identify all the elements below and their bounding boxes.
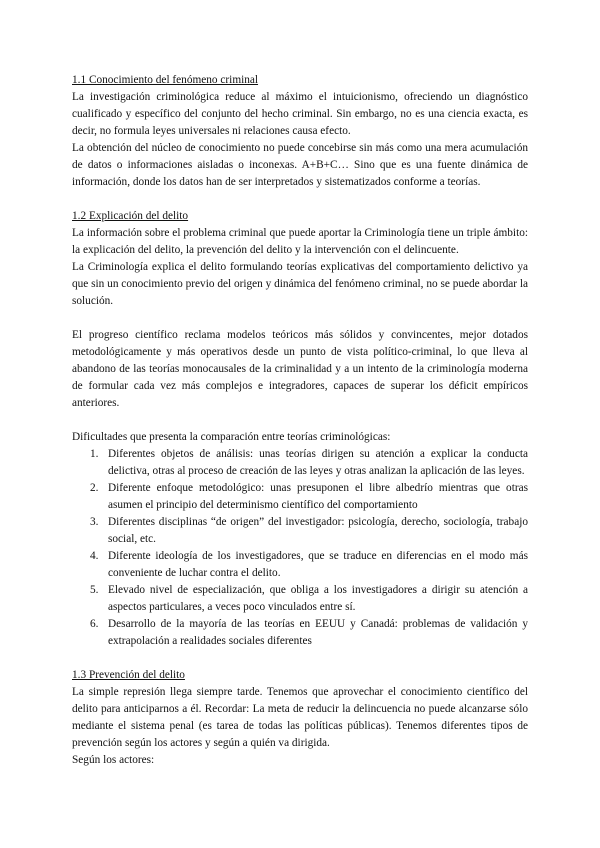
- document-page: [72, 72, 528, 769]
- list-item: [72, 446, 528, 480]
- list-item-number: 4.: [90, 550, 99, 562]
- list-item-text: Elevado nivel de especialización, que obliga a los investigadores a dirigir su atención a aspectos particulares, a veces poco vinculados entre sí.: [108, 584, 528, 613]
- list-item: [72, 548, 528, 582]
- paragraph: La investigación criminológica reduce al máximo el intuicionismo, ofreciendo un diagnóstico cualificado y específico del conjunto del hecho criminal. Sin embargo, no es una ciencia exacta, es decir, no formula leyes universales ni relaciones causa efecto.: [72, 91, 528, 137]
- paragraph: La obtención del núcleo de conocimiento no puede concebirse sin más como una mera acumulación de datos o informaciones aisladas o inconexas. A+B+C… Sino que es una fuente dinámica de información, donde los datos han de ser interpretados y sistematizados conforme a teorías.: [72, 142, 528, 188]
- list-item-number: 6.: [90, 618, 99, 630]
- list-intro: Dificultades que presenta la comparación entre teorías criminológicas:: [72, 431, 391, 443]
- section-heading-1-1: 1.1 Conocimiento del fenómeno criminal: [72, 74, 259, 86]
- list-item: [72, 582, 528, 616]
- spacer: [72, 191, 528, 208]
- paragraph: Según los actores:: [72, 754, 155, 766]
- list-item-text: Diferente enfoque metodológico: unas presuponen el libre albedrío mientras que otras asumen el principio del determinismo científico del comportamiento: [108, 482, 528, 511]
- spacer: [72, 412, 528, 429]
- list-item-text: Diferente ideología de los investigadores, que se traduce en diferencias en el modo más conveniente de luchar contra el delito.: [108, 550, 528, 579]
- list-item-number: 3.: [90, 516, 99, 528]
- list-item-text: Diferentes disciplinas “de origen” del investigador: psicología, derecho, sociología, trabajo social, etc.: [108, 516, 528, 545]
- list-item: [72, 480, 528, 514]
- list-item-text: Diferentes objetos de análisis: unas teorías dirigen su atención a explicar la conducta delictiva, otras al proceso de creación de las leyes y otras analizan la aplicación de las leyes.: [108, 448, 528, 477]
- list-item-number: 5.: [90, 584, 99, 596]
- paragraph: El progreso científico reclama modelos teóricos más sólidos y convincentes, mejor dotados metodológicamente y más operativos desde un punto de vista político-criminal, lo que lleva al abandono de las teorías monocausales de la criminalidad y a un intento de la criminología moderna de formular cada vez más complejos e integradores, capaces de superar los déficit empíricos anteriores.: [72, 329, 528, 409]
- spacer: [72, 650, 528, 667]
- list-item-number: 2.: [90, 482, 99, 494]
- list-item: [72, 514, 528, 548]
- paragraph: La información sobre el problema criminal que puede aportar la Criminología tiene un triple ámbito: la explicación del delito, la prevención del delito y la intervención con el delincuente.: [72, 227, 528, 256]
- section-heading-1-3: 1.3 Prevención del delito: [72, 669, 185, 681]
- list-item-number: 1.: [90, 448, 99, 460]
- paragraph: La simple represión llega siempre tarde. Tenemos que aprovechar el conocimiento científico del delito para anticiparnos a él. Recordar: La meta de reducir la delincuencia no puede alcanzarse sólo mediante el sistema penal (es tarea de todas las políticas públicas). Tenemos diferentes tipos de prevención según los actores y según a quién va dirigida.: [72, 686, 528, 749]
- paragraph: La Criminología explica el delito formulando teorías explicativas del comportamiento delictivo ya que sin un conocimiento previo del origen y dinámica del fenómeno criminal, no se puede abordar la solución.: [72, 261, 528, 307]
- section-heading-1-2: 1.2 Explicación del delito: [72, 210, 189, 222]
- difficulties-list: [72, 446, 528, 650]
- list-item: [72, 616, 528, 650]
- spacer: [72, 310, 528, 327]
- list-item-text: Desarrollo de la mayoría de las teorías en EEUU y Canadá: problemas de validación y extrapolación a realidades sociales diferentes: [108, 618, 528, 647]
